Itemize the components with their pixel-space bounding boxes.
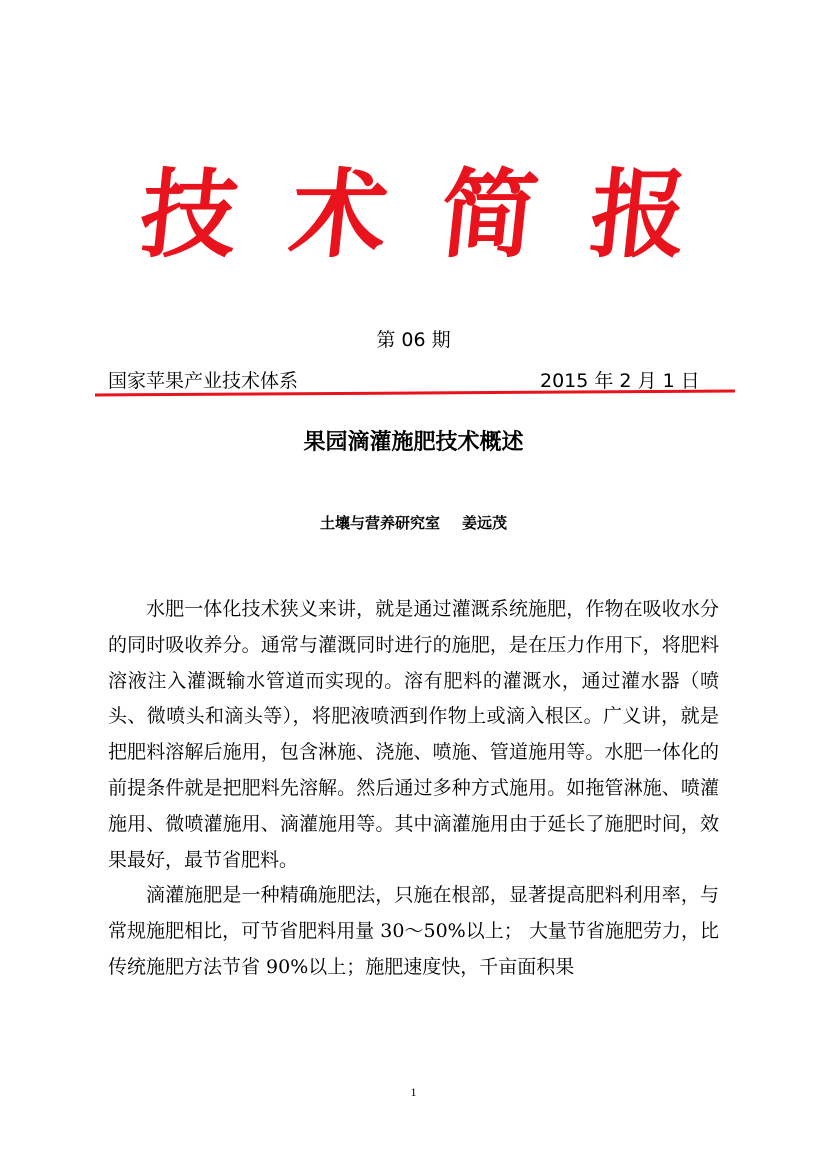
issue-number: 第 06 期: [376, 329, 451, 351]
author-unit: 土壤与营养研究室: [319, 514, 440, 532]
masthead-char-3: 简: [434, 159, 543, 271]
masthead-char-4: 报: [584, 159, 693, 271]
header-divider: [95, 390, 735, 396]
masthead-char-2: 术: [284, 159, 393, 271]
author-line: [0, 512, 827, 534]
publication-date: 2015 年 2 月 1 日: [540, 370, 700, 392]
organization-name: 国家苹果产业技术体系: [108, 370, 299, 392]
article-body: [108, 592, 719, 986]
page-number: 1: [410, 1085, 417, 1099]
paragraph: 水肥一体化技术狭义来讲，就是通过灌溉系统施肥，作物在吸收水分的同时吸收养分。通常与灌溉同时进行的施肥，是在压力作用下，将肥料溶液注入灌溉输水管道而实现的。溶有肥料的灌溉水，通过灌水器（喷头、微喷头和滴头等），将肥液喷洒到作物上或滴入根区。广义讲，就是把肥料溶解后施用，包含淋施、浇施、喷施、管道施用等。水肥一体化的前提条件就是把肥料先溶解。然后通过多种方式施用。如拖管淋施、喷灌施用、微喷灌施用、滴灌施用等。其中滴灌施用由于延长了施肥时间，效果最好，最节省肥料。: [108, 598, 719, 871]
masthead-char-1: 技: [134, 159, 243, 271]
paragraph: 滴灌施肥是一种精确施肥法，只施在根部，显著提高肥料利用率，与常规施肥相比，可节省肥料用量 30～50%以上； 大量节省施肥劳力，比传统施肥方法节省 90%以上；施肥速度快，千亩面积果: [108, 884, 719, 978]
author-name: 姜远茂: [462, 514, 508, 532]
masthead-title: [0, 160, 827, 270]
article-title: 果园滴灌施肥技术概述: [303, 430, 524, 455]
